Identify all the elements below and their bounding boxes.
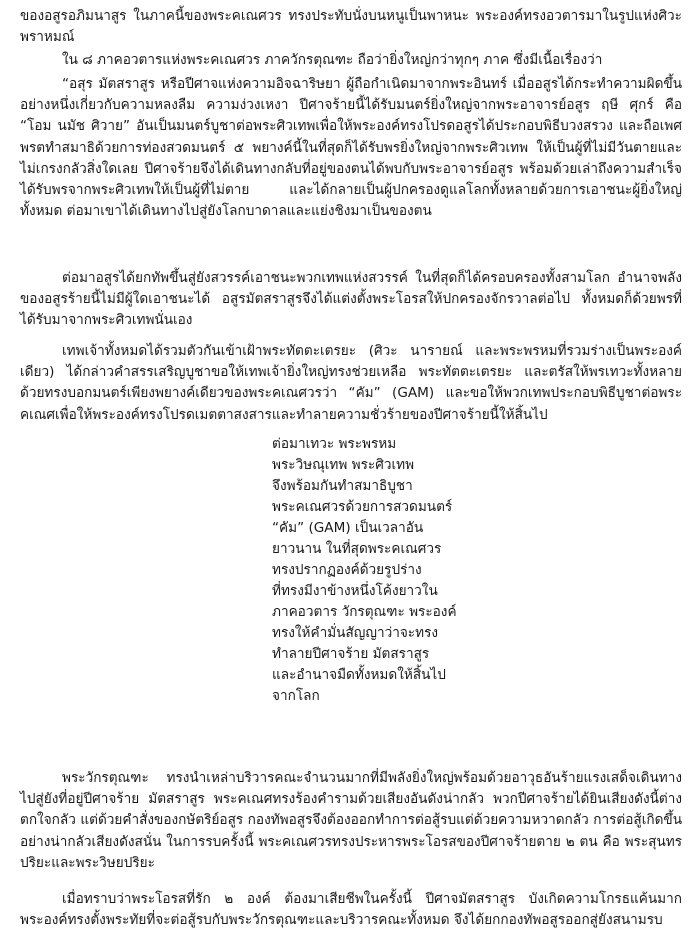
verse-line: จากโลก [272,688,320,704]
verse-line: พระวิษณุเทพ พระศิวเทพ [272,457,415,473]
paragraph-2: ใน ๘ ภาคอวตารแห่งพระคเณศวร ภาควักรตุณฑะ ถือว่ายิ่งใหญ่กว่าทุกๆ ภาค ซึ่งมีเนื้อเรื่องว่า [62,52,603,68]
verse-line: ภาคอวตาร วักรตุณฑะ พระองค์ [272,604,457,620]
verse-line: ทำลายปีศาจร้าย มัตสราสูร [272,646,430,662]
verse-line: ทรงให้คำมั่นสัญญาว่าจะทรง [272,625,439,641]
verse-line: จึงพร้อมกันทำสมาธิบูชา [272,478,413,494]
paragraph-3: “อสุร มัตสราสูร หรือปีศาจแห่งความอิจฉาริษยา ผู้ถือกำเนิดมาจากพระอินทร์ เมื่ออสูรได้กระทำความผิดขึ้นอย่างหนึ่งเกี่ยวกับความหลงลืม ความง่วงเหงา ปีศาจร้ายนี้ได้รับมนตร์ยิ่งใหญ่จากพระอาจารย์อสูร ฤษี ศุกร์ คือ “โอม นมัช ศิวาย” อันเป็นมนตร์บูชาต่อพระศิวเทพเพื่อให้พระองค์ทรงโปรดอสูรได้ประกอบพิธีบวงสรวง และถือเพศพรตทำสมาธิด้วยการท่องสวดมนตร์ ๕ พยางค์นี้ในที่สุดก็ได้รับพรยิ่งใหญ่จากพระศิวเทพ ให้เป็นผู้ที่ไม่มีวันตายและไม่เกรงกลัวสิ่งใดเลย ปีศาจร้ายจึงได้เดินทางกลับที่อยู่ของตนได้พบกับพระอาจารย์อสูร พร้อมด้วยเล่าถึงความสำเร็จได้รับพรจากพระศิวเทพให้เป็นผู้ที่ไม่ตาย และได้กลายเป็นผู้ปกครองดูแลโลกทั้งหลายด้วยการเอาชนะผู้ยิ่งใหญ่ทั้งหมด ต่อมาเขาได้เดินทางไปสู่ยังโลกบาดาลและแย่งชิงมาเป็นของตน [20,76,682,220]
verse-line: ทรงปรากฏองค์ด้วยรูปร่าง [272,562,422,578]
verse-block [272,434,472,707]
verse-line: ต่อมาเทวะ พระพรหม [272,436,397,452]
verse-line: พระคเณศวรด้วยการสวดมนตร์ [272,499,453,515]
paragraph-5: เทพเจ้าทั้งหมดได้รวมตัวกันเข้าเฝ้าพระทัตตะเตรยะ (ศิวะ นารายณ์ และพระพรหมที่รวมร่างเป็นพระองค์เดียว) ได้กล่าวคำสรรเสริญบูชาขอให้เทพเจ้ายิ่งใหญ่ทรงช่วยเหลือ พระทัตตะเตรยะ และตรัสให้พรเทวะทั้งหลาย ด้วยทรงบอกมนตร์เพียงพยางค์เดียวของพระคเณศวรว่า “คัม” (GAM) และขอให้พวกเทพประกอบพิธีบูชาต่อพระคเณศเพื่อให้พระองค์ทรงโปรดเมตตาสงสารและทำลายความชั่วร้ายของปีศาจร้ายนี้ให้สิ้นไป [20,343,682,423]
paragraph-4: ต่อมาอสูรได้ยกทัพขึ้นสู่ยังสวรรค์เอาชนะพวกเทพแห่งสวรรค์ ในที่สุดก็ได้ครอบครองทั้งสามโลก อำนาจพลังของอสูรร้ายนี้ไม่มีผู้ใดเอาชนะได้ อสูรมัตสราสูรจึงได้แต่งตั้งพระโอรสให้ปกครองจักรวาลต่อไป ทั้งหมดก็ด้วยพรที่ได้รับมาจากพระศิวเทพนั่นเอง [20,270,682,329]
paragraph-1: ของอสูรอภิมนาสูร ในภาคนี้ของพระคเณศวร ทรงประทับนั่งบนหนูเป็นพาหนะ พระองค์ทรงอวตารมาในรูปแห่งศิวะพราหมณ์ [20,8,682,46]
verse-line: ยาวนาน ในที่สุดพระคเณศวร [272,541,442,557]
paragraph-6: พระวักรตุณฑะ ทรงนำเหล่าบริวารคณะจำนวนมากที่มีพลังยิ่งใหญ่พร้อมด้วยอาวุธอันร้ายแรงเสด็จเดินทางไปสู่ยังที่อยู่ปีศาจร้าย มัตสราสูร พระคเณศทรงร้องคำรามด้วยเสียงอันดังน่ากลัว พวกปีศาจร้ายได้ยินเสียงดังนี้ต่างตกใจกลัว แต่ด้วยคำสั่งของกษัตริย์อสูร กองทัพอสูรจึงต้องออกทำการต่อสู้รบแต่ด้วยความหวาดกลัว การต่อสู้เกิดขึ้นอย่างน่ากลัวเสียงดังสนั่น ในการรบครั้งนี้ พระคเณศวรทรงประหารพระโอรสของปีศาจร้ายตาย ๒ ตน คือ พระสุนทรปริยะและพระวิษยปริยะ [20,770,682,871]
paragraph-7: เมื่อทราบว่าพระโอรสที่รัก ๒ องค์ ต้องมาเสียชีพในครั้งนี้ ปีศาจมัตสราสูร บังเกิดความโกรธแค้นมาก พระองค์ทรงตั้งพระทัยที่จะต่อสู้รบกับพระวักรตุณฑะและบริวารคณะทั้งหมด จึงได้ยกกองทัพอสูรออกสู่ยังสนามรบ [20,891,682,929]
verse-line: และอำนาจมืดทั้งหมดให้สิ้นไป [272,667,446,683]
verse-line: “คัม” (GAM) เป็นเวลาอัน [272,520,424,536]
verse-line: ที่ทรงมีงาข้างหนึ่งโค้งยาวใน [272,583,438,599]
